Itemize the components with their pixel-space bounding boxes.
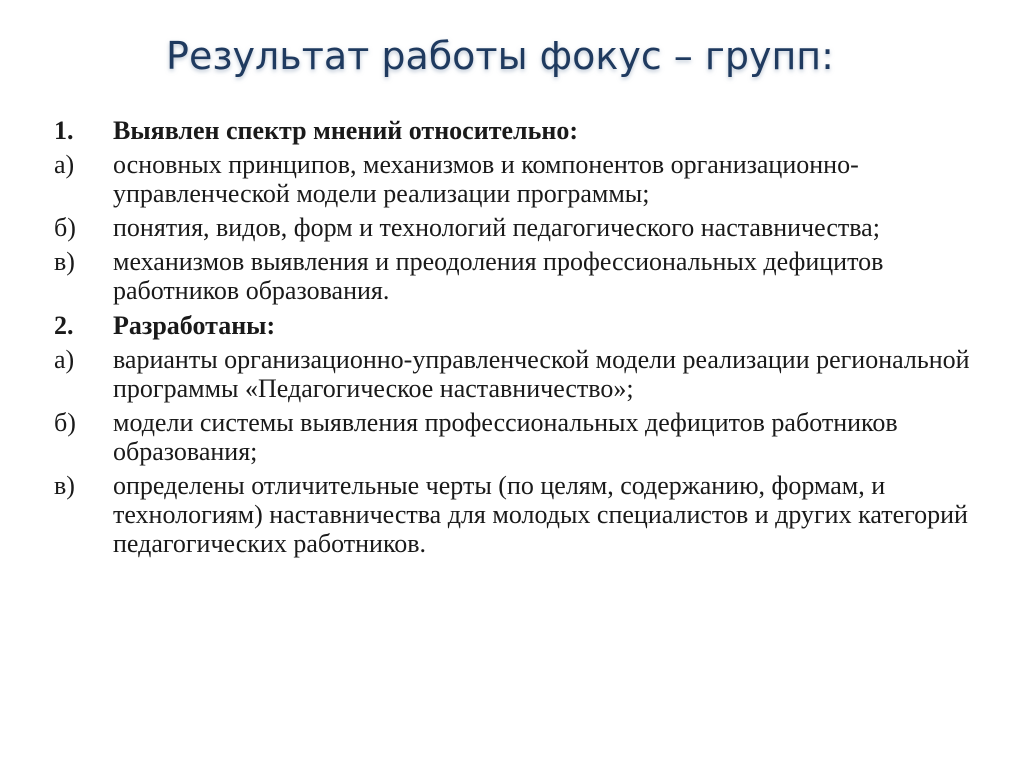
section-header [54, 116, 974, 145]
list-item [54, 408, 974, 466]
list-marker: а) [54, 345, 75, 374]
list-item-text: понятия, видов, форм и технологий педагогического наставничества; [113, 213, 880, 242]
list-item [54, 150, 974, 208]
section-number: 1. [54, 116, 74, 145]
list-item-text: основных принципов, механизмов и компонентов организационно-управленческой модели реализации программы; [113, 150, 859, 208]
list-item-text: варианты организационно-управленческой модели реализации региональной программы «Педагогическое наставничество»; [113, 345, 970, 403]
list-marker: б) [54, 213, 76, 242]
section-heading: Разработаны: [113, 311, 276, 340]
section-heading: Выявлен спектр мнений относительно: [113, 116, 578, 145]
list-marker: б) [54, 408, 76, 437]
list-marker: в) [54, 247, 75, 276]
slide-title: Результат работы фокус – групп: [166, 34, 834, 78]
list-item [54, 345, 974, 403]
list-item-text: механизмов выявления и преодоления профессиональных дефицитов работников образования. [113, 247, 884, 305]
section-number: 2. [54, 311, 74, 340]
list-marker: а) [54, 150, 75, 179]
slide-content [54, 112, 974, 558]
section-header [54, 311, 974, 340]
list-item [54, 213, 974, 242]
list-item-text: определены отличительные черты (по целям, содержанию, формам, и технологиям) наставничества для молодых специалистов и других категорий педагогических работников. [113, 471, 968, 558]
list-item-text: модели системы выявления профессиональных дефицитов работников образования; [113, 408, 898, 466]
list-marker: в) [54, 471, 75, 500]
list-item [54, 471, 974, 558]
list-item [54, 247, 974, 305]
